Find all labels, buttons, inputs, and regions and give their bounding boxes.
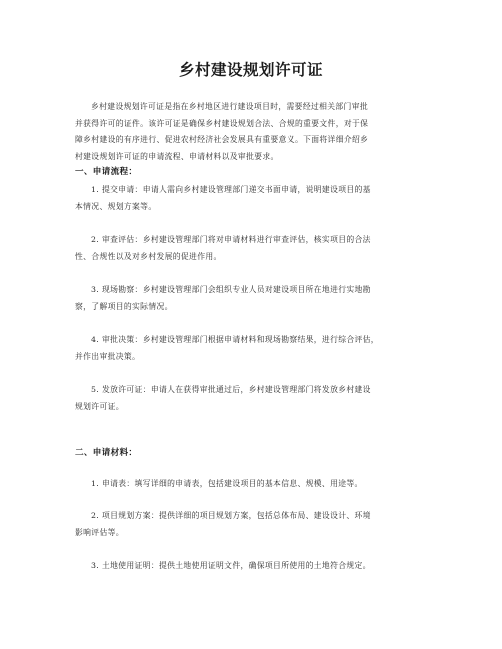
- list-item-line: 4. 审批决策：乡村建设管理部门根据申请材料和现场勘察结果，进行综合评估，: [91, 335, 379, 344]
- list-item-line: 规划许可证。: [75, 401, 124, 411]
- list-item-line: 5. 发放许可证：申请人在获得审批通过后，乡村建设管理部门将发放乡村建设: [91, 385, 371, 394]
- intro-line: 村建设规划许可证的申请流程、申请材料以及审批要求。: [75, 152, 279, 162]
- list-item-line: 本情况、规划方案等。: [75, 201, 157, 211]
- document-title: 乡村建设规划许可证: [178, 61, 323, 79]
- list-item-line: 1. 提交申请：申请人需向乡村建设管理部门递交书面申请，说明建设项目的基: [91, 185, 371, 194]
- intro-line: 乡村建设规划许可证是指在乡村地区进行建设项目时，需要经过相关部门审批: [91, 102, 368, 111]
- list-item-line: 影响评估等。: [75, 527, 124, 537]
- list-item-line: 3. 现场勘察：乡村建设管理部门会组织专业人员对建设项目所在地进行实地勘: [91, 285, 371, 294]
- list-item: [75, 558, 427, 575]
- intro-paragraph: [75, 99, 427, 166]
- list-item-line: 2. 项目规划方案：提供详细的项目规划方案，包括总体布局、建设设计、环境: [91, 511, 371, 520]
- list-item: [75, 282, 427, 315]
- list-item: [75, 232, 427, 265]
- intro-line: 障乡村建设的有序进行、促进农村经济社会发展具有重要意义。下面将详细介绍乡: [75, 135, 369, 145]
- list-item: [75, 382, 427, 415]
- list-item-line: 察，了解项目的实际情况。: [75, 301, 173, 311]
- list-item: [75, 508, 427, 541]
- list-item-line: 2. 审查评估：乡村建设管理部门将对申请材料进行审查评估，核实项目的合法: [91, 235, 371, 244]
- section-heading-application-materials: 二、申请材料：: [75, 448, 138, 458]
- list-item: [75, 476, 427, 493]
- section-heading-application-process: 一、申请流程：: [75, 167, 138, 177]
- list-item-line: 3. 土地使用证明：提供土地使用证明文件，确保项目所使用的土地符合规定。: [91, 561, 371, 570]
- intro-line: 并获得许可的证件。该许可证是确保乡村建设规划合法、合规的重要文件，对于保: [75, 118, 369, 128]
- list-item-line: 1. 申请表：填写详细的申请表，包括建设项目的基本信息、规模、用途等。: [91, 479, 363, 488]
- list-item-line: 性、合规性以及对乡村发展的促进作用。: [75, 251, 222, 261]
- list-item: [75, 332, 427, 365]
- list-item-line: 并作出审批决策。: [75, 351, 141, 361]
- list-item: [75, 182, 427, 215]
